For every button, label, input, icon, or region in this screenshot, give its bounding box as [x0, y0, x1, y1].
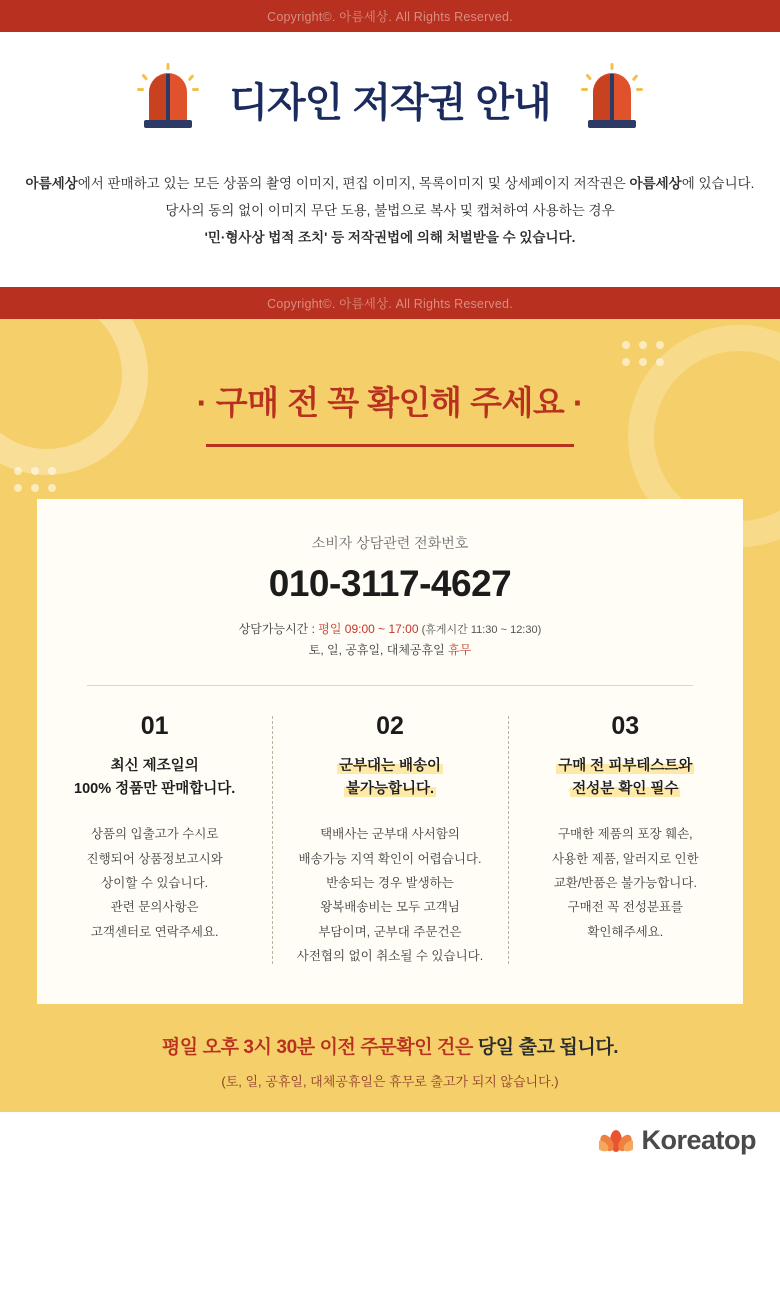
step-body-line: 진행되어 상품정보고시와: [86, 851, 223, 866]
shipping-note-main: [0, 1032, 780, 1059]
notice-line-1-brand: 아름세상: [25, 176, 78, 191]
step-heading-line2: [286, 778, 493, 800]
shipping-note-dark: 당일 출고 됩니다.: [477, 1037, 619, 1059]
copyright-bar-top: Copyright©. 아름세상. All Rights Reserved.: [0, 0, 780, 32]
step-heading-line1: 최신 제조일의: [110, 758, 199, 775]
step-body: [286, 822, 493, 968]
step-body-line: 배송가능 지역 확인이 어렵습니다.: [298, 851, 482, 866]
notice-title: 디자인 저작권 안내: [229, 80, 551, 125]
decorative-dots-left: [14, 467, 56, 492]
siren-icon: [131, 62, 205, 136]
step-body-line: 교환/반품은 불가능합니다.: [553, 875, 697, 890]
step-item: [37, 712, 272, 968]
step-heading-line2-text: 불가능합니다.: [345, 780, 435, 797]
shipping-note-section: [0, 1004, 780, 1112]
contact-holiday-line: [37, 640, 743, 661]
copyright-notice-section: [0, 32, 780, 287]
step-body-line: 구매전 꼭 전성분표를: [567, 900, 684, 915]
step-body-line: 사용한 제품, 알러지로 인한: [551, 851, 699, 866]
notice-line-2: 당사의 동의 없이 이미지 무단 도용, 불법으로 복사 및 캡쳐하여 사용하는 경우: [165, 203, 615, 218]
step-heading-line1-text: 군부대는 배송이: [338, 758, 442, 775]
section-title-row: [0, 377, 780, 424]
step-body: [51, 822, 258, 944]
contact-label: 소비자 상담관련 전화번호: [311, 535, 469, 551]
contact-card: [37, 499, 743, 1004]
holiday-text: 토, 일, 공휴일, 대체공휴일: [308, 643, 449, 658]
hours-suffix: (휴게시간 11:30 ~ 12:30): [418, 624, 542, 636]
holiday-highlight: 휴무: [448, 643, 472, 658]
step-body-line: 확인해주세요.: [587, 924, 664, 939]
card-divider: [87, 685, 693, 686]
contact-hours: [37, 619, 743, 661]
shipping-note-sub: (토, 일, 공휴일, 대체공휴일은 휴무로 출고가 되지 않습니다.): [221, 1074, 559, 1090]
step-item: [272, 712, 507, 968]
step-body-line: 택배사는 군부대 사서함의: [320, 827, 460, 842]
title-dot-right: ·: [572, 384, 584, 421]
step-body-line: 상품의 입출고가 수시로: [90, 827, 219, 842]
step-heading: [51, 755, 258, 800]
notice-line-1-mid: 에서 판매하고 있는 모든 상품의 촬영 이미지, 편집 이미지, 목록이미지 및 상세페이지 저작권은: [77, 176, 630, 191]
step-heading-line2: 100% 정품만 판매합니다.: [74, 780, 236, 797]
title-underline: [206, 444, 574, 447]
section-title: 구매 전 꼭 확인해 주세요: [215, 384, 565, 421]
section-heading: [0, 345, 780, 447]
hours-prefix: 상담가능시간 :: [238, 622, 319, 636]
step-body-line: 사전협의 없이 취소될 수 있습니다.: [296, 949, 484, 964]
title-dot-left: ·: [196, 384, 208, 421]
contact-hours-line: [37, 619, 743, 640]
step-heading: [286, 755, 493, 800]
step-body-line: 고객센터로 연락주세요.: [90, 924, 219, 939]
step-number: 01: [140, 712, 169, 741]
step-body: [522, 822, 729, 944]
step-body-line: 부담이며, 군부대 주문건은: [318, 924, 462, 939]
step-number: 02: [376, 712, 404, 741]
step-body-line: 관련 문의사항은: [110, 900, 199, 915]
step-heading-line1-text: 구매 전 피부테스트와: [558, 758, 693, 775]
purchase-info-section: [0, 319, 780, 1112]
notice-line-1: [0, 170, 780, 197]
notice-line-1-end: 에 있습니다.: [681, 176, 755, 191]
siren-icon: [575, 62, 649, 136]
notice-body: [0, 170, 780, 251]
shipping-note-red: 평일 오후 3시 30분 이전 주문확인 건은: [161, 1037, 478, 1059]
notice-line-3: '민·형사상 법적 조치' 등 저작권법에 의해 처벌받을 수 있습니다.: [204, 230, 576, 245]
copyright-bar-middle: Copyright©. 아름세상. All Rights Reserved.: [0, 287, 780, 319]
notice-heading-row: [0, 62, 780, 136]
step-heading: [522, 755, 729, 800]
step-heading-line1: [522, 755, 729, 777]
step-heading-line2-text: 전성분 확인 필수: [572, 780, 679, 797]
step-body-line: 구매한 제품의 포장 훼손,: [557, 827, 693, 842]
footer: [0, 1112, 780, 1168]
lotus-flower-icon: [599, 1123, 633, 1158]
step-body-line: 상이할 수 있습니다.: [101, 875, 209, 890]
steps-list: [37, 712, 743, 968]
step-item: [508, 712, 743, 968]
hours-highlight: 평일 09:00 ~ 17:00: [318, 622, 419, 636]
step-heading-line1: [286, 755, 493, 777]
step-heading-line2: [522, 778, 729, 800]
step-body-line: 왕복배송비는 모두 고객님: [320, 900, 460, 915]
notice-line-1-brand2: 아름세상: [629, 176, 682, 191]
step-body-line: 반송되는 경우 발생하는: [326, 875, 454, 890]
contact-phone-number: 010-3117-4627: [268, 563, 512, 604]
step-number: 03: [611, 712, 640, 741]
footer-logo-text: Koreatop: [641, 1124, 756, 1155]
